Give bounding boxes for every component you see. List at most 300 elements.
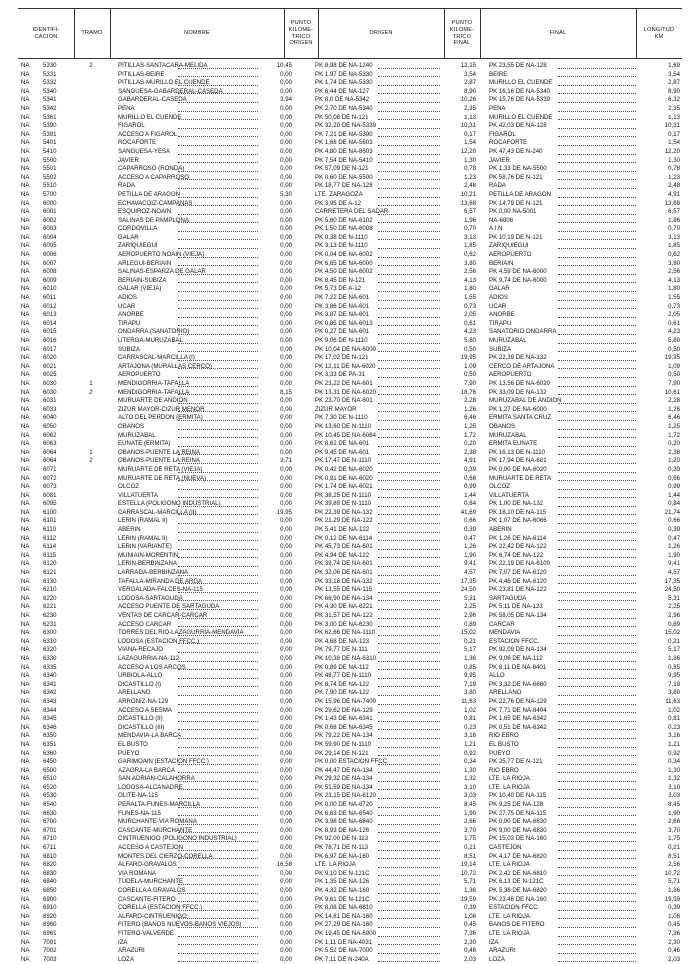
cell-id-prefix: NA [21,508,30,516]
cell-id-prefix: NA [21,491,30,499]
cell-pk-final: 7,90 [442,380,476,389]
cell-final: LTE. LA RIOJA [489,775,530,783]
table-row [18,423,682,432]
table-row [18,328,682,337]
cell-road-number: 6101 [43,517,57,525]
cell-longitud: 24,50 [638,586,680,595]
cell-pk-final: 1,44 [442,492,476,501]
cell-final: PK 0,00 NA-5001 [489,208,537,216]
cell-origen: PK 0,38 DE N-1110 [315,233,368,241]
cell-nombre: GARIMOAIN (ESTACION FFCC.) [118,758,209,766]
cell-pk-origen: 0,00 [258,208,292,217]
cell-final: PK 22,39 DE NA-132 [489,354,547,362]
cell-final: PK 16,13 DE N-1110 [489,448,546,456]
cell-nombre: BERIAIN-SUBIZA [118,276,167,284]
cell-final: PK 6,74 DE NA-122 [489,551,544,559]
cell-final: SARTAGUDA [489,594,527,602]
cell-pk-final: 2,66 [442,818,476,827]
cell-longitud: 10,61 [638,389,680,398]
cell-nombre: LERIN (VARIANTE) [118,543,172,551]
cell-id-prefix: NA [21,182,30,190]
cell-origen: PK 10,04 DE NA-6000 [315,345,376,353]
table-row [18,595,682,604]
cell-pk-origen: 0,00 [258,432,292,441]
cell-nombre: FUNES-NA-115 [118,809,161,817]
cell-origen: PK 23,15 DE NA-6120 [315,792,376,800]
cell-origen: CARRETERA DEL SADAR [315,208,389,216]
cell-id-prefix: NA [21,620,30,628]
cell-final: PK 4,17 DE NA-6820 [489,852,547,860]
header-pk-origen: PUNTO KILOME- TRICO ORIGEN [288,20,314,47]
table-row [18,655,682,664]
cell-nombre: EUNATE (ERMITA) [118,440,171,448]
cell-longitud: 0,21 [638,844,680,853]
cell-pk-final: 6,46 [442,414,476,423]
cell-nombre: MENDAVIA-LA BARCA [118,732,182,740]
table-row [18,698,682,707]
table-row [18,956,682,964]
cell-longitud: 1,36 [638,887,680,896]
cell-nombre: CARRASCAL-MARCILLA (I) [118,354,195,362]
cell-final: PK 9,00 DE NA-6830 [489,826,547,834]
cell-road-number: 6700 [43,818,57,826]
cell-road-number: 6014 [43,319,57,327]
cell-pk-final: 0,17 [442,131,476,140]
cell-nombre: ONDARRA (SANATORIO) [118,328,190,336]
cell-origen: PK 6,97 DE NA-160 [315,852,370,860]
table-row [18,225,682,234]
cell-final: AÑORBE [489,311,515,319]
cell-final: ARELLANO [489,689,522,697]
cell-final: PK 1,33 DE NA-5500 [489,165,547,173]
cell-final: GALAR [489,285,510,293]
cell-longitud: 1,08 [638,913,680,922]
cell-origen: PK 5,41 DE NA-122 [315,526,370,534]
cell-pk-final: 19,95 [442,354,476,363]
cell-id-prefix: NA [21,457,30,465]
table-row [18,707,682,716]
cell-final: RADA [489,182,506,190]
cell-road-number: 6510 [43,775,57,783]
cell-pk-origen: 0,00 [258,939,292,948]
cell-road-number: 5361 [43,113,57,121]
cell-pk-final: 1,26 [442,543,476,552]
cell-final: PK 16,16 DE NA-5340 [489,87,550,95]
cell-id-prefix: NA [21,431,30,439]
cell-pk-final: 0,45 [442,921,476,930]
cell-origen: PK 79,22 DE NA-134 [315,732,373,740]
cell-final: EL BUSTO [489,740,519,748]
table-row [18,861,682,870]
cell-final: PK 0,51 DE NA-6342 [489,723,547,731]
cell-longitud: 0,20 [638,440,680,449]
cell-id-prefix: NA [21,835,30,843]
cell-origen: PK 0,42 DE NA-6020 [315,465,373,473]
cell-longitud: 0,46 [638,947,680,956]
cell-longitud: 0,81 [638,715,680,724]
cell-origen: PK 78,71 DE N-113 [315,844,369,852]
cell-origen: PK 27,29 DE NA-160 [315,921,373,929]
cell-longitud: 17,35 [638,578,680,587]
cell-pk-final: 3,54 [442,71,476,80]
cell-id-prefix: NA [21,818,30,826]
cell-nombre: VIA ROMANA [118,869,156,877]
cell-pk-final: 0,47 [442,535,476,544]
cell-pk-origen: 3,94 [258,96,292,105]
cell-origen: PK 3,33 DE PA-31 [315,371,366,379]
cell-id-prefix: NA [21,689,30,697]
cell-longitud: 1,13 [638,114,680,123]
cell-pk-final: 9,95 [442,672,476,681]
cell-final: PEÑA [489,104,506,112]
cell-pk-final: 0,39 [442,526,476,535]
cell-longitud: 4,57 [638,569,680,578]
cell-road-number: 6961 [43,929,57,937]
table-row [18,612,682,621]
cell-pk-origen: 0,00 [258,612,292,621]
cell-origen: PK 13,55 DE NA-115 [315,586,373,594]
cell-final: PK 42,03 DE NA-128 [489,122,547,130]
cell-road-number: 6310 [43,637,57,645]
cell-pk-final: 8,51 [442,853,476,862]
cell-longitud: 2,28 [638,397,680,406]
cell-road-number: 6062 [43,431,57,439]
cell-id-prefix: NA [21,371,30,379]
cell-origen: PK 8,93 DE NA-126 [315,826,370,834]
cell-nombre: OLCOZ [118,483,139,491]
cell-longitud: 0,62 [638,251,680,260]
cell-final: PK 92,09 DE NA-134 [489,646,547,654]
cell-nombre: SALINAS-ESPARZA DE GALAR [118,268,206,276]
cell-pk-final: 1,96 [442,217,476,226]
cell-final: PK 9,06 DE NA-112 [489,654,543,662]
table-row [18,758,682,767]
cell-id-prefix: NA [21,792,30,800]
table-row [18,853,682,862]
cell-pk-final: 24,50 [442,586,476,595]
cell-longitud: 0,92 [638,750,680,759]
cell-pk-final: 3,03 [442,792,476,801]
cell-pk-origen: 0,00 [258,466,292,475]
cell-origen: PK 7,22 DE NA-601 [315,294,370,302]
cell-nombre: PEÑA [118,104,135,112]
table-row [18,784,682,793]
cell-road-number: 5700 [43,190,57,198]
table-row [18,775,682,784]
cell-longitud: 1,02 [638,707,680,716]
cell-road-number: 5500 [43,156,57,164]
cell-final: PK 22,76 DE NA-129 [489,697,547,705]
cell-pk-origen: 0,00 [258,775,292,784]
cell-nombre: GALAR [118,233,139,241]
cell-id-prefix: NA [21,173,30,181]
cell-road-number: 6071 [43,465,57,473]
cell-id-prefix: NA [21,586,30,594]
cell-final: PK 9,74 DE NA-6000 [489,276,547,284]
cell-origen: PK 5,60 DE NA-6102 [315,216,373,224]
cell-id-prefix: NA [21,294,30,302]
cell-longitud: 2,87 [638,79,680,88]
cell-pk-origen: 0,00 [258,569,292,578]
cell-origen: PK 4,80 DE NA-8603 [315,147,373,155]
cell-pk-origen: 0,00 [258,397,292,406]
cell-nombre: CARRASCAL-MARCILLA (II) [118,508,197,516]
cell-pk-final: 0,78 [442,165,476,174]
header-nombre: NOMBRE [184,30,210,37]
cell-origen: PK 38,25 DE N-1110 [315,491,372,499]
cell-pk-final: 1,25 [442,423,476,432]
cell-road-number: 6012 [43,302,57,310]
cell-final: PK 2,42 DE NA-6810 [489,869,547,877]
cell-final: NA-6008 [489,216,514,224]
cell-pk-origen: 0,00 [258,88,292,97]
cell-nombre: LERIN-BERBINZANA [118,560,177,568]
cell-longitud: 1,26 [638,406,680,415]
cell-road-number: 6341 [43,680,57,688]
cell-pk-final: 2,87 [442,79,476,88]
table-row [18,389,682,398]
cell-pk-final: 13,68 [442,200,476,209]
cell-id-prefix: NA [21,319,30,327]
header-pk-final: PUNTO KILOME- TRICO FINAL [449,20,475,47]
cell-origen: PK 44,47 DE NA-134 [315,766,373,774]
cell-pk-origen: 0,00 [258,526,292,535]
cell-pk-final: 1,90 [442,810,476,819]
cell-origen: PK 7,30 DE N-1110 [315,414,368,422]
cell-final: TIRAPU [489,319,512,327]
cell-id-prefix: NA [21,405,30,413]
cell-final: PK 17,94 DE NA-601 [489,457,547,465]
cell-origen: PK 0,60 DE NA-5500 [315,173,373,181]
cell-origen: PK 14,81 DE NA-160 [315,912,373,920]
cell-final: PK 0,00 DE NA-6020 [489,465,547,473]
cell-final: PK 1,26 DE NA-6114 [489,534,547,542]
cell-origen: PK 6,65 DE NA-6000 [315,259,373,267]
cell-pk-origen: 0,00 [258,337,292,346]
table-row [18,947,682,956]
cell-nombre: OBANOS-PUENTE LA REINA [118,448,200,456]
header-origen: ORIGEN [369,30,393,37]
cell-final: ERMITA EUNATE [489,440,538,448]
cell-nombre: MURUARTE DE RETA (VIEJA) [118,465,203,473]
table-row [18,483,682,492]
cell-origen: LTE. ZARAGOZA [315,190,363,198]
cell-pk-final: 5,17 [442,646,476,655]
cell-pk-final: 1,36 [442,655,476,664]
cell-pk-final: 0,20 [442,440,476,449]
cell-pk-final: 12,15 [442,62,476,71]
cell-pk-final: 11,63 [442,698,476,707]
cell-tramo: 1 [89,448,93,456]
cell-longitud: 6,57 [638,208,680,217]
cell-id-prefix: NA [21,783,30,791]
cell-id-prefix: NA [21,122,30,130]
cell-final: PK 5,36 DE NA-6820 [489,887,547,894]
table-row [18,131,682,140]
cell-id-prefix: NA [21,749,30,757]
cell-origen: PK 7,11 DE N-240A [315,955,369,963]
cell-final: MENDAVIA [489,629,521,637]
cell-pk-origen: 0,00 [258,655,292,664]
cell-road-number: 6006 [43,251,57,259]
cell-road-number: 5401 [43,139,57,147]
cell-longitud: 1,85 [638,242,680,251]
cell-road-number: 5332 [43,79,57,87]
cell-nombre: DICASTILLO (II) [118,715,163,723]
cell-nombre: DICASTILLO (III) [118,723,165,731]
cell-final: MURUARTE DE RETA [489,474,552,482]
cell-nombre: OBANOS-PUENTE LA REINA [118,457,200,465]
table-row [18,578,682,587]
table-row [18,818,682,827]
cell-pk-final: 10,26 [442,96,476,105]
cell-pk-origen: 0,00 [258,930,292,939]
cell-pk-final: 1,26 [442,406,476,415]
cell-road-number: 5510 [43,182,57,190]
table-body [18,62,682,964]
cell-final: LTE. LA RIOJA [489,861,530,869]
cell-pk-origen: 0,00 [258,371,292,380]
table-row [18,371,682,380]
cell-longitud: 0,47 [638,535,680,544]
cell-final: SUBIZA [489,345,512,353]
table-row [18,354,682,363]
cell-origen: PK 3,98 DE NA-6840 [315,818,373,826]
cell-nombre: FITERO (BAÑOS NUEVOS-BAÑOS VIEJOS) [118,921,242,929]
cell-id-prefix: NA [21,156,30,164]
cell-nombre: ACCESO PUENTE DE SARTAGUDA [118,603,220,611]
cell-pk-final: 1,32 [442,775,476,784]
cell-road-number: 5331 [43,70,57,78]
cell-nombre: LARRAGA-BERBINZANA [118,569,189,577]
cell-longitud: 1,32 [638,775,680,784]
cell-pk-origen: 0,00 [258,285,292,294]
cell-longitud: 5,71 [638,878,680,887]
cell-pk-final: 4,57 [442,569,476,578]
cell-nombre: VIANA-RECAJO [118,646,164,654]
cell-pk-origen: 0,00 [258,182,292,191]
cell-longitud: 10,31 [638,122,680,131]
table-row [18,242,682,251]
cell-road-number: 6346 [43,723,57,731]
cell-road-number: 6530 [43,792,57,800]
cell-nombre: ARRONIZ-NA-129 [118,697,169,705]
table-row [18,79,682,88]
cell-nombre: ALTO DEL PERDON (ERMITA) [118,414,203,422]
table-row [18,586,682,595]
cell-pk-origen: 0,00 [258,586,292,595]
cell-origen: PK 0,00 ESTACION FFCC. [315,758,389,766]
cell-longitud: 3,16 [638,732,680,741]
cell-pk-origen: 0,00 [258,157,292,166]
cell-pk-final: 19,59 [442,896,476,905]
cell-longitud: 0,21 [638,638,680,647]
table-row [18,114,682,123]
cell-final: MURUZABAL [489,431,527,439]
cell-pk-origen: 0,00 [258,105,292,114]
table-row [18,621,682,630]
cell-id-prefix: NA [21,706,30,714]
cell-origen: PK 13,60 DE N-1110 [315,422,372,430]
table-row [18,268,682,277]
cell-longitud: 9,95 [638,672,680,681]
cell-final: PK 4,59 DE NA-6000 [489,268,547,276]
cell-pk-final: 0,66 [442,475,476,484]
cell-id-prefix: NA [21,233,30,241]
cell-id-prefix: NA [21,844,30,852]
cell-nombre: FITERO-VALVERDE [118,929,174,937]
table-row [18,569,682,578]
cell-pk-final: 10,21 [442,191,476,200]
cell-id-prefix: NA [21,397,30,405]
table-row [18,157,682,166]
table-row [18,732,682,741]
cell-nombre: UTERGA-MURUZABAL [118,337,184,344]
cell-pk-origen: 0,00 [258,483,292,492]
cell-road-number: 6011 [43,294,57,302]
cell-pk-origen: 0,00 [258,956,292,964]
cell-longitud: 1,80 [638,285,680,294]
table-row [18,870,682,879]
cell-id-prefix: NA [21,680,30,688]
cell-road-number: 6100 [43,508,57,516]
cell-pk-final: 0,21 [442,844,476,853]
cell-final: ALLO [489,672,505,680]
cell-pk-final: 3,13 [442,234,476,243]
cell-pk-origen: 0,00 [258,440,292,449]
cell-nombre: SANGÜESA-YESA [118,147,171,155]
cell-nombre: CORDOVILLA [118,225,158,233]
cell-tramo: 2 [89,62,93,69]
cell-road-number: 6003 [43,225,57,233]
cell-id-prefix: NA [21,190,30,198]
cell-id-prefix: NA [21,337,30,344]
cell-final: MURILLO EL CUENDE [489,113,553,121]
cell-nombre: MENDIGORRIA-TAFALLA [118,388,190,396]
cell-final: PK 22,42 DE NA-122 [489,543,547,551]
cell-pk-final: 2,38 [442,449,476,458]
cell-tramo: 2 [89,457,93,465]
cell-origen: PK 8,0 DE NA-5342 [315,96,370,104]
cell-road-number: 6016 [43,337,57,344]
cell-nombre: ROCAFORTE [118,139,157,147]
cell-nombre: FIGAROL [118,122,145,130]
cell-pk-origen: 0,00 [258,71,292,80]
cell-final: PK 18,10 DE NA-115 [489,508,547,516]
cell-pk-origen: 0,00 [258,638,292,647]
cell-pk-final: 2,03 [442,956,476,964]
cell-pk-final: 1,13 [442,114,476,123]
cell-pk-final: 1,23 [442,174,476,183]
cell-id-prefix: NA [21,311,30,319]
cell-longitud: 4,91 [638,191,680,200]
cell-pk-origen: 0,00 [258,475,292,484]
cell-id-prefix: NA [21,285,30,293]
cell-pk-origen: 0,00 [258,767,292,776]
cell-id-prefix: NA [21,225,30,233]
cell-road-number: 6030 [43,388,57,396]
table-row [18,887,682,896]
cell-pk-final: 1,08 [442,913,476,922]
cell-pk-origen: 0,00 [258,896,292,905]
table-row [18,200,682,209]
cell-final: PK 23,46 DE NA-160 [489,895,547,903]
table-row [18,878,682,887]
cell-pk-final: 5,80 [442,337,476,346]
cell-pk-final: 0,92 [442,750,476,759]
cell-pk-origen: 0,00 [258,363,292,372]
cell-id-prefix: NA [21,758,30,766]
